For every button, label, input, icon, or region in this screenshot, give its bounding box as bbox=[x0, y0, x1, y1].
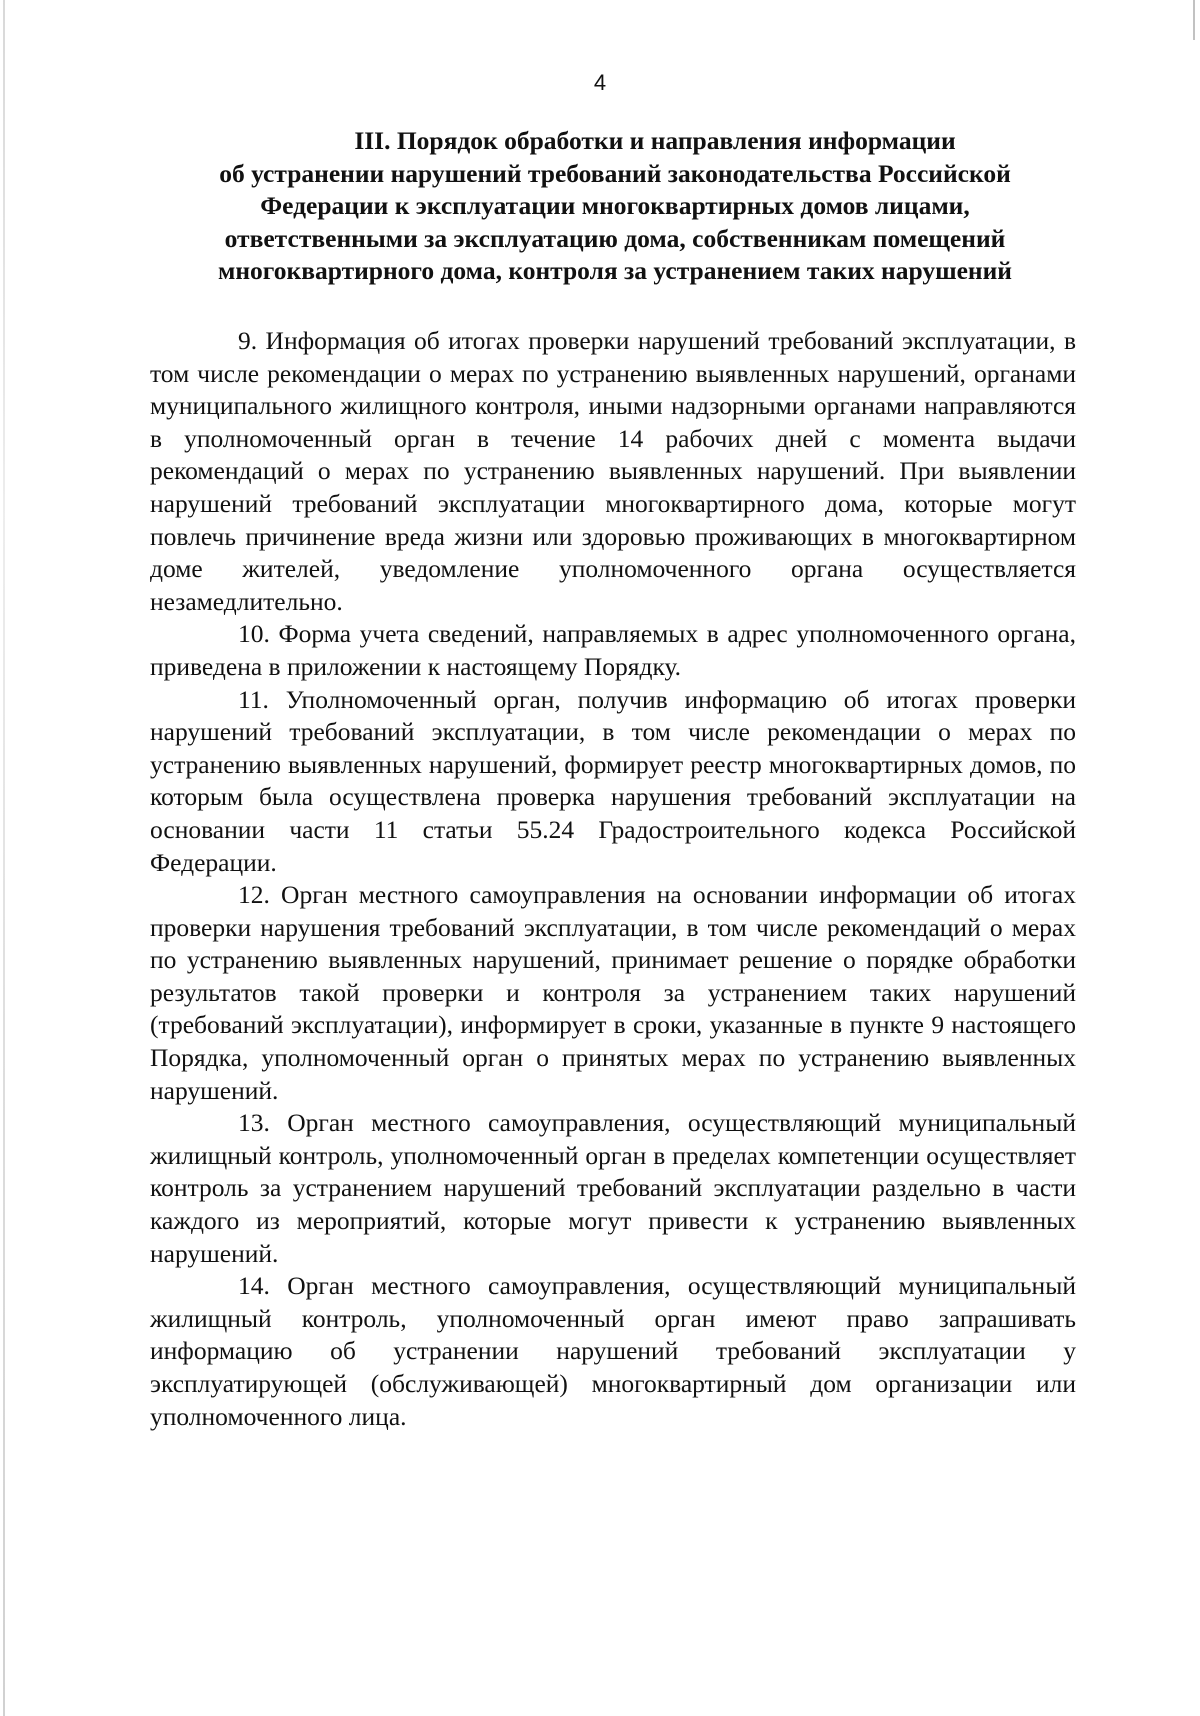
heading-line: ответственными за эксплуатацию дома, собственникам помещений bbox=[224, 223, 1006, 253]
paragraph-9: 9. Информация об итогах проверки нарушений требований эксплуатации, в том числе рекомендации о мерах по устранению выявленных нарушений, органами муниципального жилищного контроля, иными надзорными органами направляются в уполномоченный орган в течение 14 рабочих дней с момента выдачи рекомендаций о мерах по устранению выявленных нарушений. При выявлении нарушений требований эксплуатации многоквартирного дома, которые могут повлечь причинение вреда жизни или здоровью проживающих в многоквартирном доме жителей, уведомление уполномоченного органа осуществляется незамедлительно. bbox=[150, 326, 1076, 616]
paragraph-10: 10. Форма учета сведений, направляемых в адрес уполномоченного органа, приведена в приложении к настоящему Порядку. bbox=[150, 619, 1076, 681]
heading-line: об устранении нарушений требований законодательства Российской bbox=[219, 158, 1011, 188]
heading-line: Федерации к эксплуатации многоквартирных домов лицами, bbox=[260, 191, 970, 220]
paragraph-13: 13. Орган местного самоуправления, осуществляющий муниципальный жилищный контроль, уполномоченный орган в пределах компетенции осуществляет контроль за устранением нарушений требований эксплуатации раздельно в части каждого из мероприятий, которые могут привести к устранению выявленных нарушений. bbox=[150, 1108, 1076, 1268]
scan-edge-mark bbox=[1193, 0, 1195, 40]
heading-line: многоквартирного дома, контроля за устранением таких нарушений bbox=[218, 256, 1012, 285]
document-body bbox=[150, 325, 1076, 1433]
section-heading bbox=[150, 125, 1080, 288]
paragraph-14: 14. Орган местного самоуправления, осуществляющий муниципальный жилищный контроль, уполномоченный орган имеют право запрашивать информацию об устранении нарушений требований эксплуатации у эксплуатирующей (обслуживающей) многоквартирный дом организации или уполномоченного лица. bbox=[150, 1271, 1076, 1431]
paragraph-12: 12. Орган местного самоуправления на основании информации об итогах проверки нарушения требований эксплуатации, в том числе рекомендаций о мерах по устранению выявленных нарушений, принимает решение о порядке обработки результатов такой проверки и контроля за устранением таких нарушений (требований эксплуатации), информирует в сроки, указанные в пункте 9 настоящего Порядка, уполномоченный орган о принятых мерах по устранению выявленных нарушений. bbox=[150, 880, 1076, 1105]
page-number: 4 bbox=[593, 70, 607, 95]
paragraph-11: 11. Уполномоченный орган, получив информацию об итогах проверки нарушений требований эксплуатации, в том числе рекомендации о мерах по устранению выявленных нарушений, формирует реестр многоквартирных домов, по которым была осуществлена проверка нарушения требований эксплуатации на основании части 11 статьи 55.24 Градостроительного кодекса Российской Федерации. bbox=[150, 684, 1076, 877]
scan-edge-mark bbox=[3, 0, 5, 1716]
heading-line: III. Порядок обработки и направления информации bbox=[354, 126, 956, 155]
